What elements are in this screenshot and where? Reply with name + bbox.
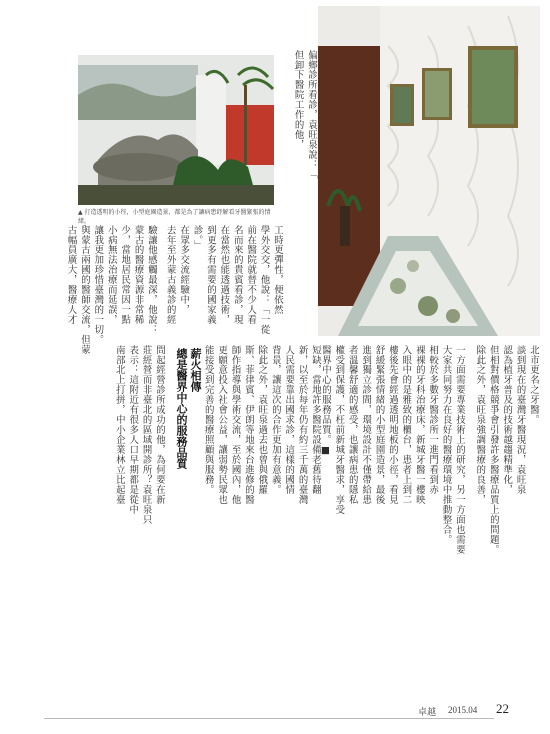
text-line: 大家共同努力在良好的醫療環境中推動整合。 (440, 345, 452, 545)
text-line: 能接受到完善的醫療照顧與服務。 (202, 345, 214, 495)
text-line: 裸裸的牙科治療床，新城牙醫一樓映 (413, 345, 425, 505)
text-line: 到更多有需要的國家義 (204, 225, 216, 325)
section-heading-2: 總是醫界中心的服務品質 (175, 348, 188, 469)
text-line: 偏鄉診所看診，袁旺泉說：「 (306, 50, 317, 180)
text-line: 前在醫院就替不少人看 (245, 225, 257, 325)
section-heading-1: 薪火相傳 (189, 348, 202, 392)
text-line: 相較於多數牙醫診所一進門看到赤 (427, 345, 439, 495)
text-line: 小病無法治療而延誤， (105, 225, 117, 325)
text-line: 與蒙古兩國的醫師交流，但蒙 (78, 225, 90, 355)
text-line: 除此之外，袁旺泉強調醫療的良善， (474, 345, 486, 505)
text-line: 入眼中的是雅致的櫃台，患者上到二 (400, 345, 412, 505)
page-number: 22 (496, 701, 509, 716)
text-line: 問起經營診所成功的他，為何要在新 (154, 345, 165, 505)
article-column-right-body (319, 345, 466, 670)
text-line: 北市更名之牙醫。 (528, 345, 539, 425)
text-line: 斯、菲律賓、伊朗等地來台進修的醫 (242, 345, 254, 505)
text-line: 醫界中心的服務品質。■ (319, 345, 331, 457)
garden-photo (78, 55, 274, 205)
text-line: 除此之外，袁旺泉過去也曾與俄羅 (256, 345, 268, 495)
issue-date: 2015.04 (448, 705, 478, 715)
text-line: 舒緩緊張情緒的小型庭園造景，最後 (373, 345, 385, 505)
text-line: 背景，讓這次的合作更加有意義。 (269, 345, 281, 495)
text-line: 權受到保護，不枉前新城牙醫求，享受 (333, 345, 345, 515)
article-column-left-mid (160, 225, 284, 335)
text-line: 師作指導與學術交流，至於國內，他 (229, 345, 241, 505)
text-line: 名而來的貴賓看診，現 (231, 225, 243, 325)
text-line: 驗讓他感觸最深，他說： (146, 225, 157, 335)
text-line: 新，以至於每年仍有約三千萬的臺灣 (296, 345, 308, 505)
garden-illustration (78, 55, 274, 205)
text-line: 讓我更加珍惜臺灣的一切。 (92, 225, 104, 345)
text-line: 少，當地居民常因一點 (119, 225, 131, 325)
photo-caption: ▲ 打造透明的小徑，小型庭園造景，都是為了讓病患紓解看牙醫緊張的情緒。 (78, 209, 271, 225)
text-line: 在當然也能透過技術， (218, 225, 230, 325)
article-column-left-lower (44, 225, 158, 675)
article-column-middle (190, 345, 322, 675)
text-line: 更願意投入社會公益，讓弱勢民眾也 (216, 345, 228, 505)
text-line: 但卸下醫院工作的他， (292, 50, 304, 150)
text-line: 進到獨立診間，環境設計不僅帶給患 (360, 345, 372, 505)
text-line: 但相對價格競爭會引發許多醫療品質上的問題。 (487, 345, 499, 555)
text-line: 工時更彈性，便依然 (272, 225, 283, 315)
section-heading (170, 348, 202, 548)
text-line: 去年至外蒙古義診的經 (164, 225, 176, 325)
corridor-illustration (318, 6, 540, 336)
text-line: 南部北上打拼，中小企業林立比起臺 (113, 345, 125, 505)
text-line: 古幅員廣大，醫療人才 (65, 225, 77, 325)
text-line: 人民需要靠出國求診，這樣的國情 (283, 345, 295, 495)
text-line: 一方面需要專業技術上的研究，另一方面也需要 (454, 345, 465, 555)
text-line: 認為植牙普及的技術越趨精準化， (501, 345, 513, 495)
footer-rule (44, 718, 494, 719)
text-line: 莊經營而非臺北的區域開診所？袁旺泉只 (140, 345, 152, 525)
text-line: 蒙古的醫療資源非常稀 (132, 225, 144, 325)
article-column-left-upper (282, 50, 318, 335)
text-line: 者溫馨舒適的感受，也讓病患的隱私 (346, 345, 358, 505)
article-column-top-right (468, 345, 540, 670)
text-line: 學外交交，他說：「一從 (258, 225, 270, 335)
magazine-brand: 卓越 (418, 707, 437, 717)
text-line: 在眾多交流經驗中， (178, 225, 190, 315)
text-line: 短缺，當地許多醫院設備老舊待翻 (310, 345, 321, 495)
text-line: 談到現在的臺灣牙醫現況，袁旺泉 (514, 345, 526, 495)
corridor-photo (318, 6, 540, 336)
text-line: 樓後先會經過透明地板的小徑，看見 (386, 345, 398, 505)
text-line: 表示：這附近有很多人口早期都是從中 (127, 345, 139, 515)
text-line: 診。」 (191, 225, 203, 251)
